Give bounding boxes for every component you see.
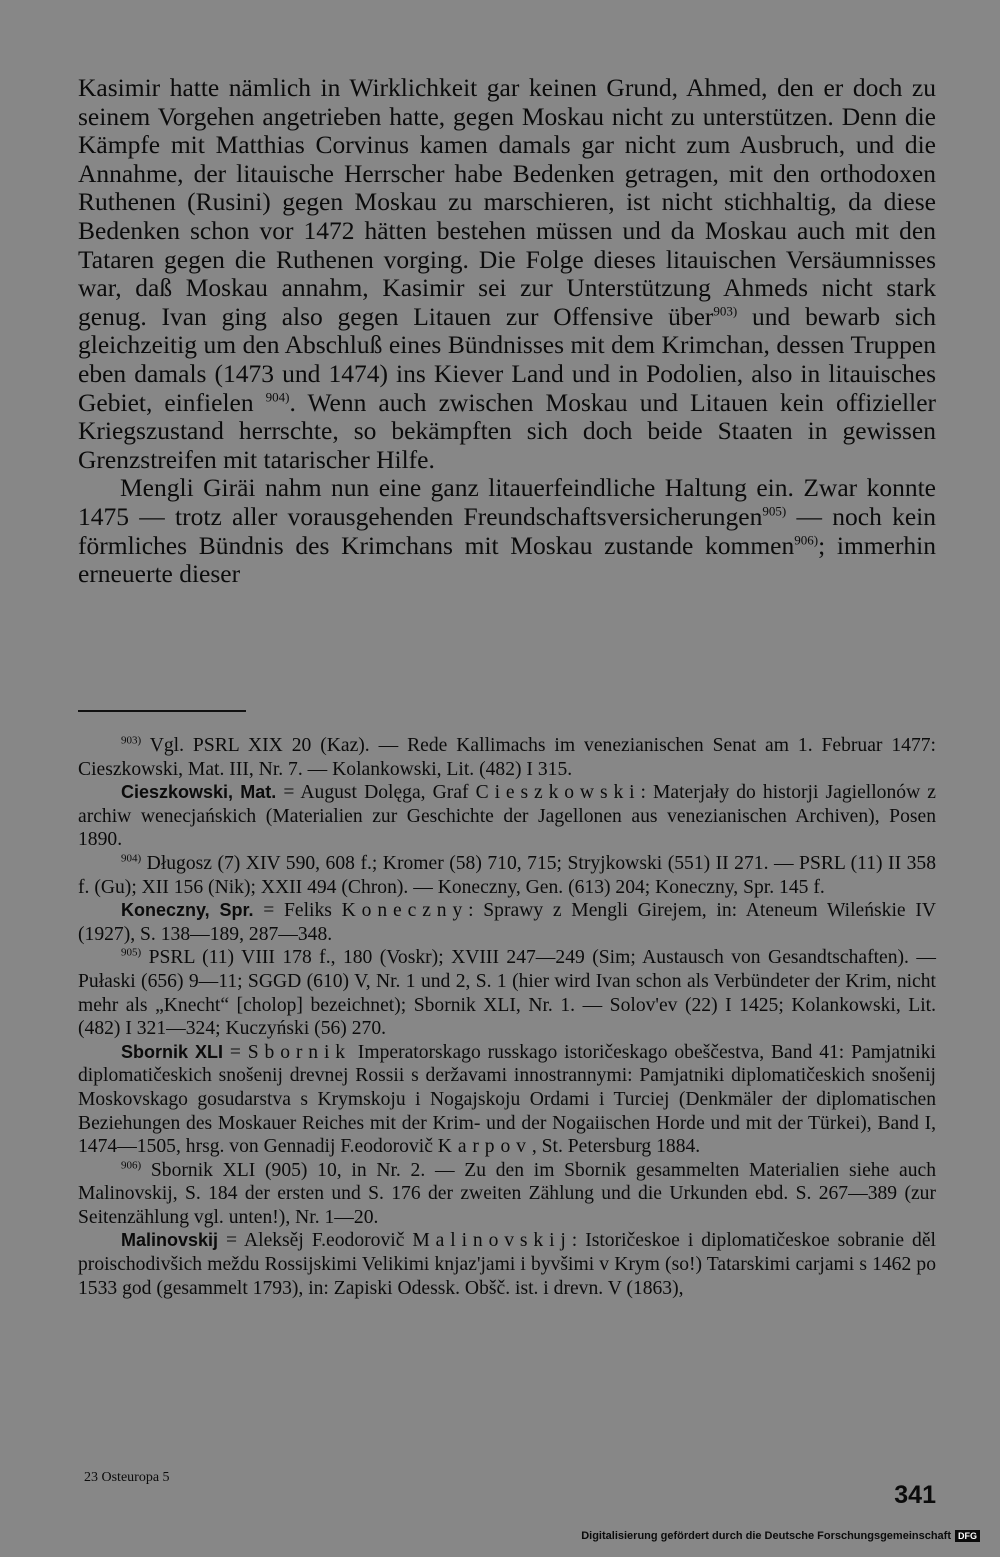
abbrev-sbornik: Sbornik XLI = Sbornik Imperatorskago russkago istoričeskago obeščestva, Band 41: Pamjatniki diplomatičeskich snošenij drevnej Rossii s deržavami innostrannymi: Pamjatniki diplomatičeskich snošenij Moskovskago gosudarstva s Krymskoju i Nogajskoju Ordami i Turciej (Denkmäler der diplomatischen Beziehungen des Moskauer Reiches mit der Krim- und der Nogaiischen Horde und mit der Türkei), Band I, 1474—1505, hrsg. von Gennadij F.eodorovič Karpov, St. Petersburg 1884.	[78, 1041, 936, 1158]
paragraph-2: Mengli Giräi nahm nun eine ganz litauerfeindliche Haltung ein. Zwar konnte 1475 — trotz aller vorausgehenden Freundschaftsversicherungen$^{905)}$ — noch kein förmliches Bündnis des Krimchans mit Moskau zustande kommen$^{906)}$; immerhin erneuerte dieser	[78, 473, 937, 589]
footnote-906: $^{906)}$ Sbornik XLI (905) 10, in Nr. 2. — Zu den im Sbornik gesammelten Materialien siehe auch Malinovskij, S. 184 der ersten und S. 176 der zweiten Zählung und die Urkunden ebd. S. 267—389 (zur Seitenzählung vgl. unten!), Nr. 1—20.	[78, 1159, 936, 1228]
abbrev-cieszkowski: Cieszkowski, Mat. = August Dolęga, Graf Cieszkowski: Materjały do historji Jagiellonów z archiw wenecjańskich (Materialien zur Geschichte der Jagellonen aus venezianischen Archiven), Posen 1890.	[78, 782, 936, 851]
footnote-905: $^{905)}$ PSRL (11) VIII 178 f., 180 (Voskr); XVIII 247—249 (Sim; Austausch von Gesandtschaften). — Pułaski (656) 9—11; SGGD (610) V, Nr. 1 und 2, S. 1 (hier wird Ivan schon als Verbündeter der Krim, nicht mehr als „Knecht“ [cholop] bezeichnet); Sbornik XLI, Nr. 1. — Solov'ev (22) I 1425; Kolankowski, Lit. (482) I 321—324; Kuczyński (56) 270.	[78, 946, 936, 1040]
footnote-separator	[78, 710, 246, 712]
main-text	[78, 74, 936, 589]
footer-text: Digitalisierung gefördert durch die Deutsche Forschungsgemeinschaft	[581, 1530, 951, 1542]
footnotes	[78, 734, 936, 1300]
abbrev-malinovskij: Malinovskij = Aleksěj F.eodorovič Malinovskij: Istoričeskoe i diplomatičeskoe sobranie děl proischodivšich meždu Rossijskimi Velikimi knjaz'jami i byvšimi v Krym (so!) Tatarskimi carjami s 1462 po 1533 god (gesammelt 1793), in: Zapiski Odessk. Obšč. ist. i drevn. V (1863),	[78, 1230, 936, 1299]
dfg-logo: DFG	[955, 1530, 980, 1542]
footnote-ref-903[interactable]: 903)	[713, 303, 738, 319]
footnote-ref-904[interactable]: 904)	[265, 389, 290, 405]
footnote-ref-905[interactable]: 905)	[762, 503, 787, 519]
paragraph-1: Kasimir hatte nämlich in Wirklichkeit gar keinen Grund, Ahmed, den er doch zu seinem Vorgehen angetrieben hatte, gegen Moskau nicht zu unterstützen. Denn die Kämpfe mit Matthias Corvinus kamen damals gar nicht zum Ausbruch, und die Annahme, der litauische Herrscher habe Bedenken getragen, mit den orthodoxen Ruthenen (Rusini) gegen Moskau zu marschieren, ist nicht stichhaltig, da diese Bedenken schon vor 1472 hätten bestehen müssen und da Moskau auch mit den Tataren gegen die Ruthenen vorging. Die Folge dieses litauischen Versäumnisses war, daß Moskau annahm, Kasimir sei zur Unterstützung Ahmeds nicht stark genug. Ivan ging also gegen Litauen zur Offensive über$^{903)}$ und bewarb sich gleichzeitig um den Abschluß eines Bündnisses mit dem Krimchan, dessen Truppen eben damals (1473 und 1474) ins Kiever Land und in Podolien, also in litauisches Gebiet, einfielen $^{904)}$. Wenn auch zwischen Moskau und Litauen kein offizieller Kriegszustand herrschte, so bekämpften sich doch beide Staaten in gewissen Grenzstreifen mit tatarischer Hilfe.	[78, 73, 937, 474]
abbrev-koneczny: Koneczny, Spr. = Feliks Koneczny: Sprawy z Mengli Girejem, in: Ateneum Wileńskie IV (1927), S. 138—189, 287—348.	[78, 900, 936, 945]
footnote-904: $^{904)}$ Długosz (7) XIV 590, 608 f.; Kromer (58) 710, 715; Stryjkowski (551) II 271. — PSRL (11) II 358 f. (Gu); XII 156 (Nik); XXII 494 (Chron). — Koneczny, Gen. (613) 204; Koneczny, Spr. 145 f.	[78, 852, 936, 898]
printer-signature: 23 Osteuropa 5	[84, 1470, 170, 1485]
footnote-ref-906[interactable]: 906)	[794, 532, 819, 547]
footnote-903: $^{903)}$ Vgl. PSRL XIX 20 (Kaz). — Rede Kallimachs im venezianischen Senat am 1. Februar 1477: Cieszkowski, Mat. III, Nr. 7. — Kolankowski, Lit. (482) I 315.	[78, 734, 936, 780]
page-number: 341	[894, 1481, 936, 1509]
digitization-footer	[581, 1530, 980, 1542]
